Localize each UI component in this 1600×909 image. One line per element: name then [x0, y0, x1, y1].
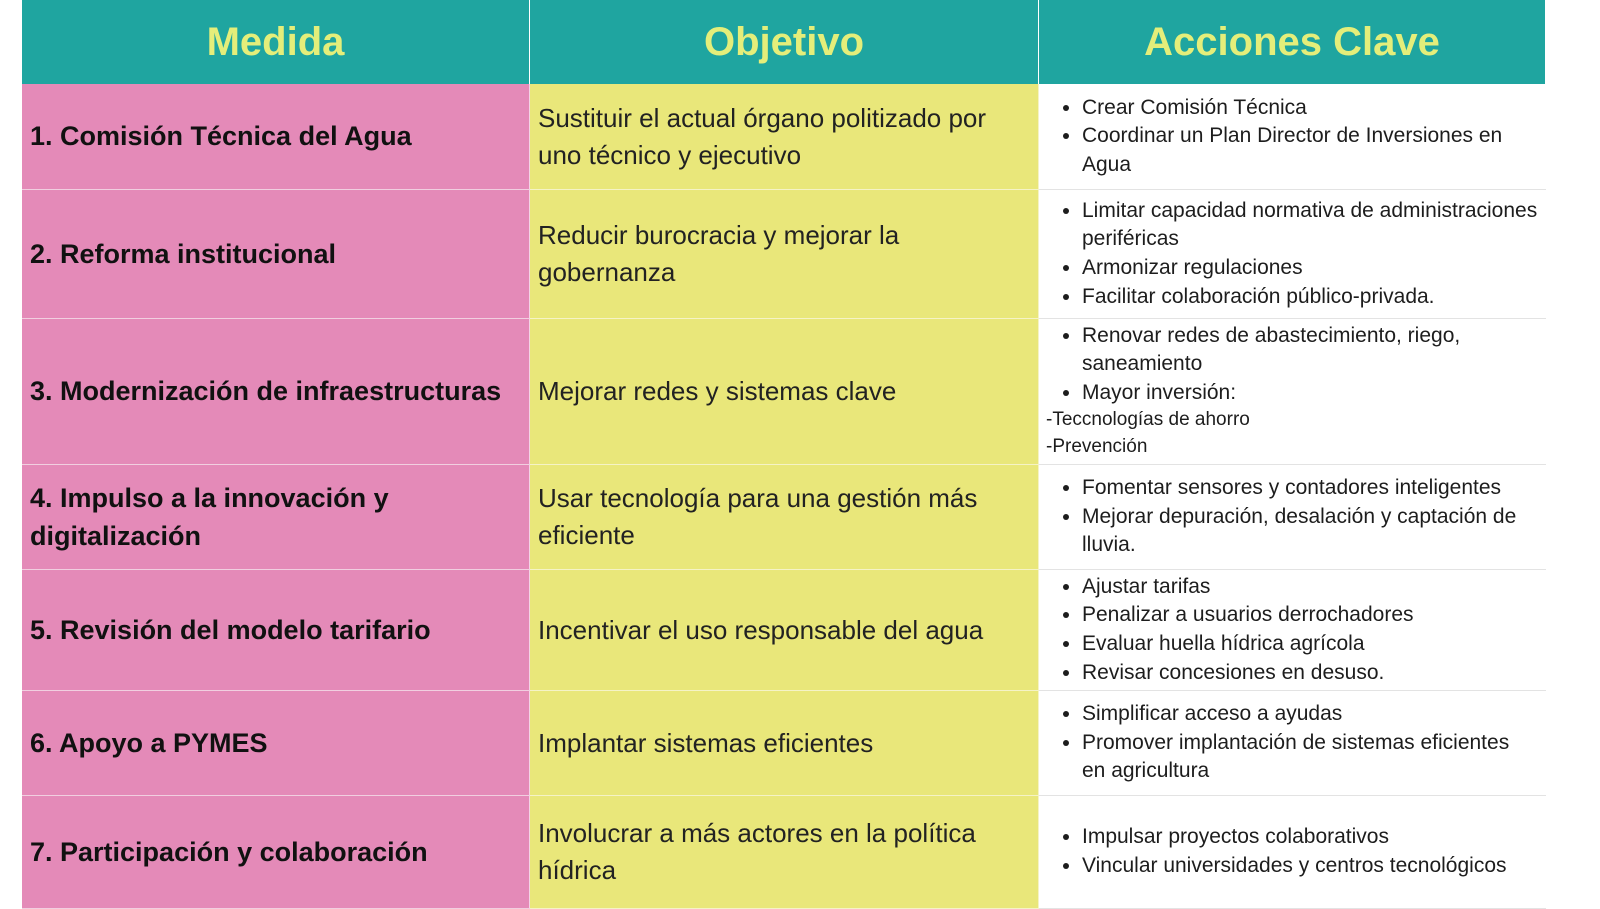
medida-cell: 2. Reforma institucional	[22, 190, 530, 319]
objetivo-cell: Usar tecnología para una gestión más eficiente	[530, 465, 1039, 570]
objetivo-cell: Reducir burocracia y mejorar la gobernanza	[530, 190, 1039, 319]
medida-cell: 5. Revisión del modelo tarifario	[22, 570, 530, 691]
medida-cell: 6. Apoyo a PYMES	[22, 691, 530, 796]
accion-item: • Mejorar depuración, desalación y captación de lluvia.	[1082, 503, 1538, 560]
medida-cell: 4. Impulso a la innovación y digitalización	[22, 465, 530, 570]
acciones-list	[1047, 573, 1538, 687]
acciones-cell	[1039, 465, 1546, 570]
header-acciones-clave: Acciones Clave	[1039, 0, 1546, 84]
acciones-cell	[1039, 570, 1546, 691]
acciones-cell	[1039, 84, 1546, 190]
medida-cell: 7. Participación y colaboración	[22, 796, 530, 909]
acciones-list	[1047, 474, 1538, 560]
acciones-cell	[1039, 319, 1546, 465]
accion-item: • Vincular universidades y centros tecnológicos	[1082, 852, 1538, 881]
objetivo-cell: Involucrar a más actores en la política hídrica	[530, 796, 1039, 909]
accion-item: • Armonizar regulaciones	[1082, 254, 1538, 283]
acciones-list	[1047, 197, 1538, 311]
acciones-list	[1047, 94, 1538, 180]
accion-item: • Facilitar colaboración público-privada.	[1082, 283, 1538, 312]
accion-item: • Penalizar a usuarios derrochadores	[1082, 601, 1538, 630]
acciones-list	[1047, 322, 1538, 408]
accion-subitem: -Teccnologías de ahorro	[1046, 409, 1250, 431]
measures-table	[22, 0, 1546, 900]
acciones-list	[1047, 823, 1538, 880]
medida-cell: 3. Modernización de infraestructuras	[22, 319, 530, 465]
accion-item: • Coordinar un Plan Director de Inversiones en Agua	[1082, 122, 1538, 179]
medida-cell: 1. Comisión Técnica del Agua	[22, 84, 530, 190]
accion-item: • Fomentar sensores y contadores inteligentes	[1082, 474, 1538, 503]
acciones-cell	[1039, 796, 1546, 909]
accion-item: • Ajustar tarifas	[1082, 573, 1538, 602]
accion-item: • Simplificar acceso a ayudas	[1082, 700, 1538, 729]
accion-subitem: -Prevención	[1046, 436, 1148, 458]
header-objetivo: Objetivo	[530, 0, 1039, 84]
accion-item: • Crear Comisión Técnica	[1082, 94, 1538, 123]
objetivo-cell: Mejorar redes y sistemas clave	[530, 319, 1039, 465]
objetivo-cell: Implantar sistemas eficientes	[530, 691, 1039, 796]
accion-item: • Impulsar proyectos colaborativos	[1082, 823, 1538, 852]
accion-item: • Promover implantación de sistemas eficientes en agricultura	[1082, 729, 1538, 786]
objetivo-cell: Incentivar el uso responsable del agua	[530, 570, 1039, 691]
acciones-cell	[1039, 190, 1546, 319]
accion-item: • Mayor inversión:	[1082, 379, 1538, 408]
objetivo-cell: Sustituir el actual órgano politizado por uno técnico y ejecutivo	[530, 84, 1039, 190]
header-medida: Medida	[22, 0, 530, 84]
acciones-cell	[1039, 691, 1546, 796]
accion-item: • Renovar redes de abastecimiento, riego, saneamiento	[1082, 322, 1538, 379]
acciones-list	[1047, 700, 1538, 786]
accion-item: • Revisar concesiones en desuso.	[1082, 659, 1538, 688]
accion-item: • Limitar capacidad normativa de administraciones periféricas	[1082, 197, 1538, 254]
accion-item: • Evaluar huella hídrica agrícola	[1082, 630, 1538, 659]
